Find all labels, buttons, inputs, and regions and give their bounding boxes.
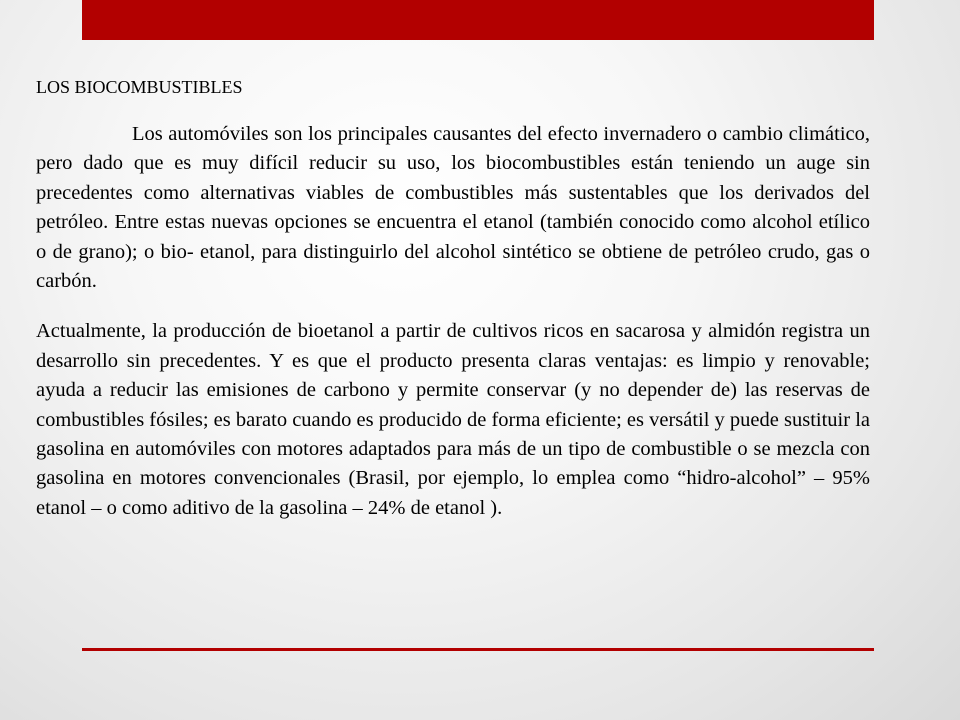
slide-title: LOS BIOCOMBUSTIBLES <box>36 77 243 97</box>
paragraph-bioethanol: Actualmente, la producción de bioetanol a partir de cultivos ricos en sacarosa y almidón registra un desarrollo sin precedentes. Y es que el producto presenta claras ventajas: es limpio y renovable; ayuda a reducir las emisiones de carbono y permite conservar (y no depender de) las reservas de combustibles fósiles; es barato cuando es producido de forma eficiente; es versátil y puede sustituir la gasolina en automóviles con motores adaptados para más de un tipo de combustible o se mezcla con gasolina en motores convencionales (Brasil, por ejemplo, lo emplea como “hidro-alcohol” – 95% etanol – o como aditivo de la gasolina – 24% de etanol ). <box>36 320 870 519</box>
slide-content <box>36 74 870 523</box>
top-accent-bar <box>82 0 874 40</box>
bottom-accent-line <box>82 648 874 651</box>
paragraph-intro: Los automóviles son los principales causantes del efecto invernadero o cambio climático, pero dado que es muy difícil reducir su uso, los biocombustibles están teniendo un auge sin precedentes como alternativas viables de combustibles más sustentables que los derivados del petróleo. Entre estas nuevas opciones se encuentra el etanol (también conocido como alcohol etílico o de grano); o bio- etanol, para distinguirlo del alcohol sintético se obtiene de petróleo crudo, gas o carbón. <box>36 123 870 293</box>
